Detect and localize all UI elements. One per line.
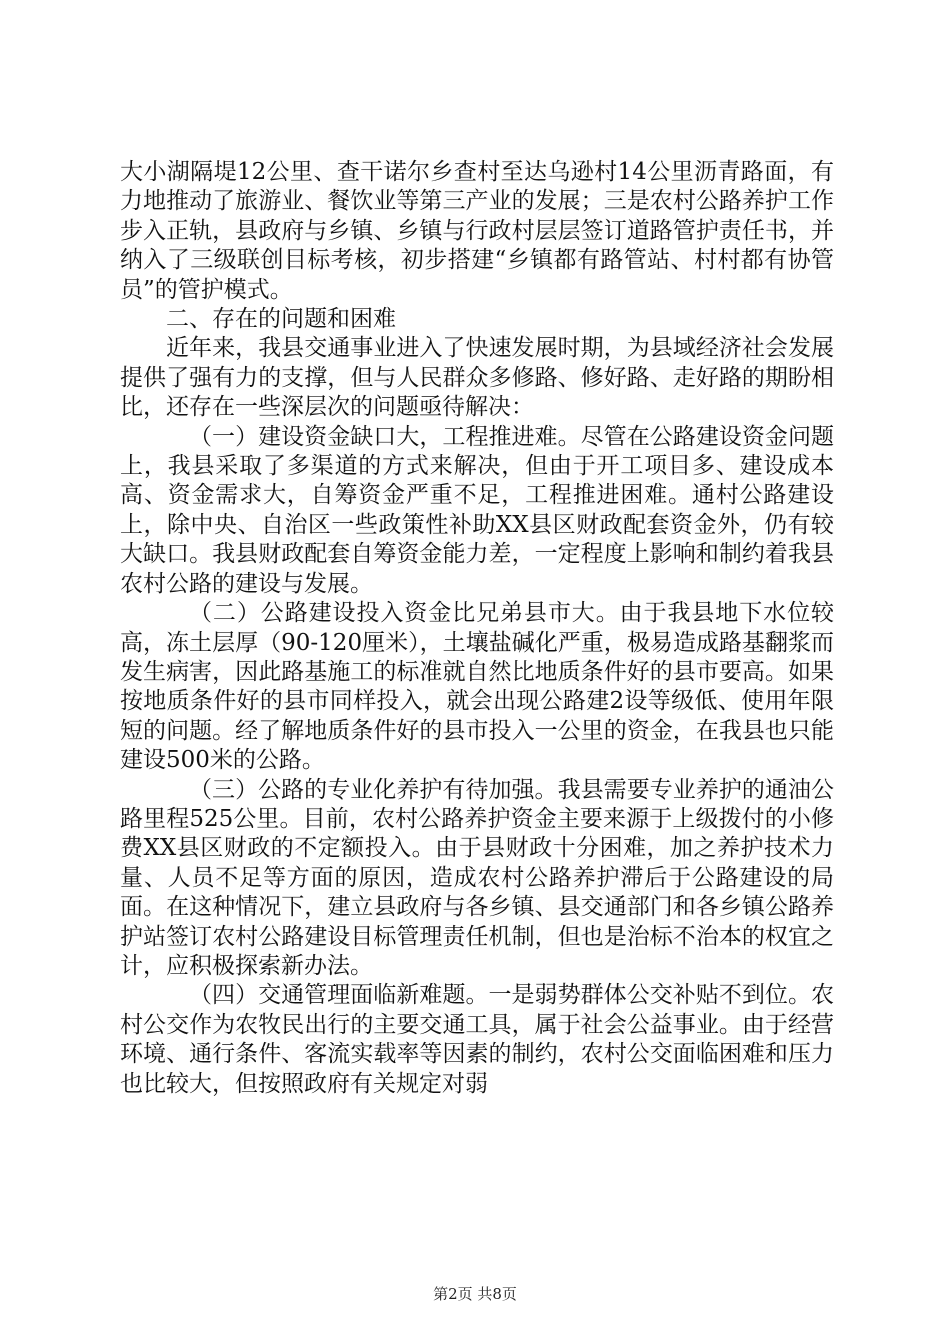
section-heading: 二、存在的问题和困难: [166, 306, 396, 333]
paragraph-issue-3: （三）公路的专业化养护有待加强。我县需要专业养护的通油公路里程525公里。目前，农村公路养护资金主要来源于上级拨付的小修费XX县区财政的不定额投入。由于县财政十分困难，加之养护技术力量、人员不足等方面的原因，造成农村公路养护滞后于公路建设的局面。在这种情况下，建立县政府与各乡镇、县交通部门和各乡镇公路养护站签订农村公路建设目标管理责任机制，但也是治标不治本的权宜之计，应积极探索新办法。: [120, 776, 834, 979]
paragraph-intro: 近年来，我县交通事业进入了快速发展时期，为县域经济社会发展提供了强有力的支撑，但与人民群众多修路、修好路、走好路的期盼相比，还存在一些深层次的问题亟待解决：: [120, 335, 834, 421]
paragraph-continuation: 大小湖隔堤12公里、查干诺尔乡查村至达乌逊村14公里沥青路面，有力地推动了旅游业、餐饮业等第三产业的发展；三是农村公路养护工作步入正轨，县政府与乡镇、乡镇与行政村层层签订道路管护责任书，并纳入了三级联创目标考核，初步搭建“乡镇都有路管站、村村都有协管员”的管护模式。: [120, 159, 834, 303]
page-footer: [0, 1283, 950, 1304]
paragraph-issue-2: （二）公路建设投入资金比兄弟县市大。由于我县地下水位较高，冻土层厚（90-120厘米），土壤盐碱化严重，极易造成路基翻浆而发生病害，因此路基施工的标准就自然比地质条件好的县市要高。如果按地质条件好的县市同样投入，就会出现公路建2设等级低、使用年限短的问题。经了解地质条件好的县市投入一公里的资金，在我县也只能建设500米的公路。: [120, 600, 834, 774]
paragraph-issue-1: （一）建设资金缺口大，工程推进难。尽管在公路建设资金问题上，我县采取了多渠道的方式来解决，但由于开工项目多、建设成本高、资金需求大，自筹资金严重不足，工程推进困难。通村公路建设上，除中央、自治区一些政策性补助XX县区财政配套资金外，仍有较大缺口。我县财政配套自筹资金能力差，一定程度上影响和制约着我县农村公路的建设与发展。: [120, 423, 834, 597]
document-body: [120, 158, 834, 1099]
page-number-label: 第2页 共8页: [433, 1285, 517, 1303]
paragraph-issue-4: （四）交通管理面临新难题。一是弱势群体公交补贴不到位。农村公交作为农牧民出行的主要交通工具，属于社会公益事业。由于经营环境、通行条件、客流实载率等因素的制约，农村公交面临困难和压力也比较大，但按照政府有关规定对弱: [120, 982, 834, 1097]
